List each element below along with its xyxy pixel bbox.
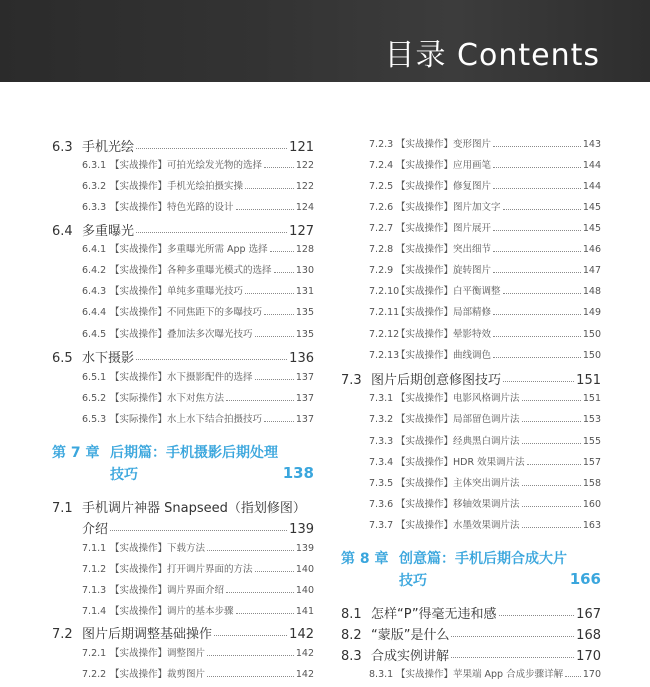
page-number: 143 xyxy=(582,139,601,150)
dot-leader xyxy=(214,635,287,636)
subsection-title: 【实战操作】单纯多重曝光技巧 xyxy=(110,286,244,297)
subsection-number: 7.2.12 xyxy=(369,329,400,340)
subsection-number: 7.2.11 xyxy=(369,307,400,318)
dot-leader xyxy=(493,336,581,337)
toc-subsection[interactable] xyxy=(52,326,314,340)
page-number: 147 xyxy=(582,265,601,276)
subsection-number: 7.1.4 xyxy=(82,606,107,617)
chapter-title: 创意篇：手机后期合成大片 xyxy=(399,551,567,567)
subsection-title: 【实战操作】晕影特效 xyxy=(396,329,492,340)
subsection-title: 【实战操作】图片展开 xyxy=(396,223,492,234)
chapter-number: 第 8 章 xyxy=(341,551,389,567)
subsection-number: 7.1.1 xyxy=(82,543,107,554)
chapter-title-line2: 技巧 xyxy=(110,467,138,483)
subsection-title: 【实战操作】调整图片 xyxy=(110,648,206,659)
subsection-number: 7.3.7 xyxy=(369,520,394,531)
subsection-title: 【实战操作】应用画笔 xyxy=(396,160,492,171)
subsection-number: 6.5.1 xyxy=(82,372,107,383)
dot-leader xyxy=(255,379,294,380)
page-number: 144 xyxy=(582,181,601,192)
toc-subsection[interactable] xyxy=(52,561,314,575)
subsection-title: 【实战操作】裁剪图片 xyxy=(110,669,206,680)
dot-leader xyxy=(226,592,294,593)
page-number: 145 xyxy=(582,202,601,213)
subsection-title: 【实战操作】变形图片 xyxy=(396,139,492,150)
toc-subsection[interactable] xyxy=(52,411,314,425)
page-number: 146 xyxy=(582,244,601,255)
dot-leader xyxy=(255,336,294,337)
page-number: 157 xyxy=(582,457,601,468)
toc-subsection[interactable] xyxy=(341,496,601,510)
toc-subsection[interactable] xyxy=(52,390,314,404)
dot-leader xyxy=(245,293,294,294)
dot-leader xyxy=(264,167,294,168)
subsection-number: 6.4.4 xyxy=(82,307,107,318)
page-number: 140 xyxy=(295,564,314,575)
dot-leader xyxy=(522,421,581,422)
dot-leader xyxy=(522,527,581,528)
page-number: 149 xyxy=(582,307,601,318)
page-number: 150 xyxy=(582,350,601,361)
subsection-number: 7.2.8 xyxy=(369,244,394,255)
dot-leader xyxy=(493,272,581,273)
toc-subsection[interactable] xyxy=(341,433,601,447)
toc-section-continued[interactable] xyxy=(52,518,314,537)
dot-leader xyxy=(565,676,581,677)
toc-subsection[interactable] xyxy=(52,645,314,659)
page-number: 145 xyxy=(582,223,601,234)
dot-leader xyxy=(493,188,581,189)
dot-leader xyxy=(236,209,294,210)
subsection-title: 【实战操作】电影风格调片法 xyxy=(396,393,520,404)
toc-subsection[interactable] xyxy=(52,369,314,383)
page-number: 160 xyxy=(582,499,601,510)
toc-section[interactable] xyxy=(341,624,601,643)
section-title: 手机调片神器 Snapseed（指划修图） xyxy=(82,501,306,516)
subsection-title: 【实战操作】特色光路的设计 xyxy=(110,202,234,213)
dot-leader xyxy=(264,314,294,315)
page-number: 151 xyxy=(582,393,601,404)
toc-subsection[interactable] xyxy=(52,304,314,318)
chapter-title: 后期篇：手机摄影后期处理 xyxy=(110,445,278,461)
subsection-number: 7.2.10 xyxy=(369,286,400,297)
subsection-title: 【实战操作】调片界面介绍 xyxy=(110,585,225,596)
section-title: 多重曝光 xyxy=(82,224,135,239)
dot-leader xyxy=(527,464,581,465)
page-header xyxy=(0,0,650,82)
subsection-title: 【实战操作】多重曝光所需 App 选择 xyxy=(110,244,268,255)
subsection-title: 【实战操作】苹果端 App 合成步骤详解 xyxy=(396,669,564,680)
page-number: 128 xyxy=(295,244,314,255)
subsection-title: 【实战操作】可拍光绘发光物的选择 xyxy=(110,160,263,171)
page-number: 150 xyxy=(582,329,601,340)
subsection-title: 【实战操作】叠加法多次曝光技巧 xyxy=(110,329,253,340)
toc-subsection[interactable] xyxy=(341,241,601,255)
dot-leader xyxy=(136,359,287,360)
toc-subsection[interactable] xyxy=(52,178,314,192)
subsection-number: 6.4.5 xyxy=(82,329,107,340)
section-title: “蒙版”是什么 xyxy=(371,628,450,643)
toc-subsection[interactable] xyxy=(341,475,601,489)
toc-subsection[interactable] xyxy=(52,157,314,171)
dot-leader xyxy=(493,230,581,231)
toc-subsection[interactable] xyxy=(52,262,314,276)
page-number: 137 xyxy=(295,393,314,404)
subsection-number: 7.2.7 xyxy=(369,223,394,234)
page-number: 122 xyxy=(295,160,314,171)
page-number: 153 xyxy=(582,414,601,425)
section-title: 水下摄影 xyxy=(82,351,135,366)
dot-leader xyxy=(493,167,581,168)
dot-leader xyxy=(270,251,294,252)
toc-subsection[interactable] xyxy=(52,199,314,213)
toc-subsection[interactable] xyxy=(52,283,314,297)
chapter-heading[interactable] xyxy=(52,442,314,462)
subsection-title: 【实战操作】调片的基本步骤 xyxy=(110,606,234,617)
toc-subsection[interactable] xyxy=(341,347,601,361)
section-title: 怎样“P”得毫无违和感 xyxy=(371,607,497,622)
chapter-page-number: 166 xyxy=(569,570,601,588)
subsection-number: 6.4.3 xyxy=(82,286,107,297)
subsection-title: 【实战操作】水下摄影配件的选择 xyxy=(110,372,253,383)
subsection-number: 6.3.1 xyxy=(82,160,107,171)
section-title: 合成实例讲解 xyxy=(371,649,450,664)
dot-leader xyxy=(503,381,574,382)
toc-subsection[interactable] xyxy=(341,157,601,171)
subsection-title: 【实战操作】手机光绘拍摄实操 xyxy=(110,181,244,192)
subsection-number: 7.2.6 xyxy=(369,202,394,213)
dot-leader xyxy=(493,251,581,252)
toc-subsection[interactable] xyxy=(341,517,601,531)
subsection-title: 【实战操作】水墨效果调片法 xyxy=(396,520,520,531)
subsection-title: 【实战操作】HDR 效果调片法 xyxy=(396,457,525,468)
toc-subsection[interactable] xyxy=(341,262,601,276)
toc-section[interactable] xyxy=(52,497,314,516)
toc-subsection[interactable] xyxy=(341,454,601,468)
page-number: 170 xyxy=(576,649,601,664)
page-number: 139 xyxy=(295,543,314,554)
dot-leader xyxy=(136,232,287,233)
chapter-page-number: 138 xyxy=(282,464,314,482)
subsection-number: 7.3.2 xyxy=(369,414,394,425)
toc-subsection[interactable] xyxy=(52,241,314,255)
subsection-number: 7.2.5 xyxy=(369,181,394,192)
section-number: 7.3 xyxy=(341,373,362,388)
page-number: 135 xyxy=(295,307,314,318)
dot-leader xyxy=(503,209,581,210)
subsection-title: 【实战操作】曲线调色 xyxy=(396,350,492,361)
toc-section[interactable] xyxy=(52,623,314,642)
subsection-title: 【实际操作】水下对焦方法 xyxy=(110,393,225,404)
page-number: 137 xyxy=(295,414,314,425)
toc-subsection[interactable] xyxy=(52,582,314,596)
toc-subsection[interactable] xyxy=(341,390,601,404)
section-number: 7.1 xyxy=(52,501,73,516)
subsection-number: 6.5.2 xyxy=(82,393,107,404)
subsection-title: 【实战操作】主体突出调片法 xyxy=(396,478,520,489)
subsection-title: 【实战操作】经典黑白调片法 xyxy=(396,436,520,447)
toc-subsection[interactable] xyxy=(341,283,601,297)
dot-leader xyxy=(499,615,575,616)
page-number: 148 xyxy=(582,286,601,297)
toc-section[interactable] xyxy=(52,136,314,155)
dot-leader xyxy=(451,636,574,637)
dot-leader xyxy=(207,550,294,551)
subsection-number: 8.3.1 xyxy=(369,669,394,680)
subsection-title: 【实战操作】修复图片 xyxy=(396,181,492,192)
page-number: 167 xyxy=(576,607,601,622)
subsection-title: 【实战操作】旋转图片 xyxy=(396,265,492,276)
subsection-number: 6.4.2 xyxy=(82,265,107,276)
subsection-number: 7.3.3 xyxy=(369,436,394,447)
section-title: 图片后期创意修图技巧 xyxy=(371,373,502,388)
subsection-title: 【实战操作】移轴效果调片法 xyxy=(396,499,520,510)
subsection-title: 【实战操作】图片加文字 xyxy=(396,202,501,213)
subsection-number: 7.2.4 xyxy=(369,160,394,171)
toc-subsection[interactable] xyxy=(341,199,601,213)
dot-leader xyxy=(110,530,287,531)
page-number: 137 xyxy=(295,372,314,383)
toc-subsection[interactable] xyxy=(341,666,601,680)
section-number: 8.2 xyxy=(341,628,362,643)
section-number: 7.2 xyxy=(52,627,73,642)
toc-section[interactable] xyxy=(341,369,601,388)
section-number: 6.3 xyxy=(52,140,73,155)
dot-leader xyxy=(207,676,294,677)
toc-section[interactable] xyxy=(52,347,314,366)
subsection-title: 【实战操作】突出细节 xyxy=(396,244,492,255)
section-number: 8.1 xyxy=(341,607,362,622)
subsection-number: 7.2.3 xyxy=(369,139,394,150)
subsection-number: 7.2.13 xyxy=(369,350,400,361)
page-number: 151 xyxy=(576,373,601,388)
dot-leader xyxy=(451,657,574,658)
page-number: 130 xyxy=(295,265,314,276)
section-number: 8.3 xyxy=(341,649,362,664)
dot-leader xyxy=(493,314,581,315)
page-number: 142 xyxy=(295,669,314,680)
toc-section[interactable] xyxy=(341,645,601,664)
toc-subsection[interactable] xyxy=(52,603,314,617)
section-number: 6.5 xyxy=(52,351,73,366)
page-number: 140 xyxy=(295,585,314,596)
page-number: 131 xyxy=(295,286,314,297)
dot-leader xyxy=(493,146,581,147)
subsection-title: 【实际操作】水上水下结合拍摄技巧 xyxy=(110,414,263,425)
subsection-number: 7.1.2 xyxy=(82,564,107,575)
section-title: 手机光绘 xyxy=(82,140,135,155)
chapter-number: 第 7 章 xyxy=(52,445,100,461)
subsection-number: 6.5.3 xyxy=(82,414,107,425)
page-number: 155 xyxy=(582,436,601,447)
page-number: 158 xyxy=(582,478,601,489)
subsection-number: 7.3.6 xyxy=(369,499,394,510)
dot-leader xyxy=(136,148,287,149)
subsection-title: 【实战操作】下载方法 xyxy=(110,543,206,554)
section-title-continued: 介绍 xyxy=(82,522,109,537)
dot-leader xyxy=(493,357,581,358)
subsection-title: 【实战操作】打开调片界面的方法 xyxy=(110,564,253,575)
subsection-number: 7.3.4 xyxy=(369,457,394,468)
subsection-number: 7.2.9 xyxy=(369,265,394,276)
dot-leader xyxy=(255,571,294,572)
dot-leader xyxy=(522,400,581,401)
header-title: 目录 Contents xyxy=(384,38,600,73)
subsection-number: 7.3.5 xyxy=(369,478,394,489)
toc-subsection[interactable] xyxy=(52,540,314,554)
subsection-title: 【实战操作】局部留色调片法 xyxy=(396,414,520,425)
page-number: 144 xyxy=(582,160,601,171)
toc-subsection[interactable] xyxy=(341,411,601,425)
dot-leader xyxy=(226,400,294,401)
subsection-number: 6.4.1 xyxy=(82,244,107,255)
dot-leader xyxy=(522,485,581,486)
chapter-heading[interactable] xyxy=(341,548,601,568)
dot-leader xyxy=(503,293,581,294)
page-number: 135 xyxy=(295,329,314,340)
dot-leader xyxy=(522,443,581,444)
toc-subsection[interactable] xyxy=(52,666,314,680)
chapter-heading-continued[interactable] xyxy=(52,464,314,484)
page-number: 142 xyxy=(289,627,314,642)
subsection-title: 【实战操作】各种多重曝光模式的选择 xyxy=(110,265,272,276)
page-number: 121 xyxy=(289,140,314,155)
subsection-number: 6.3.2 xyxy=(82,181,107,192)
subsection-number: 6.3.3 xyxy=(82,202,107,213)
toc-section[interactable] xyxy=(341,603,601,622)
chapter-heading-continued[interactable] xyxy=(341,570,601,590)
dot-leader xyxy=(264,421,294,422)
subsection-title: 【实战操作】白平衡调整 xyxy=(396,286,501,297)
dot-leader xyxy=(207,655,294,656)
page-number: 163 xyxy=(582,520,601,531)
toc-subsection[interactable] xyxy=(341,178,601,192)
page-number: 127 xyxy=(289,224,314,239)
subsection-number: 7.2.2 xyxy=(82,669,107,680)
page-number: 141 xyxy=(295,606,314,617)
subsection-title: 【实战操作】不同焦距下的多曝技巧 xyxy=(110,307,263,318)
subsection-number: 7.2.1 xyxy=(82,648,107,659)
chapter-title-line2: 技巧 xyxy=(399,573,427,589)
subsection-number: 7.1.3 xyxy=(82,585,107,596)
page-number: 142 xyxy=(295,648,314,659)
toc-section[interactable] xyxy=(52,220,314,239)
page-number: 124 xyxy=(295,202,314,213)
dot-leader xyxy=(522,506,581,507)
dot-leader xyxy=(245,188,294,189)
toc-subsection[interactable] xyxy=(341,136,601,150)
page-number: 122 xyxy=(295,181,314,192)
toc-subsection[interactable] xyxy=(341,220,601,234)
page-number: 170 xyxy=(582,669,601,680)
subsection-title: 【实战操作】局部精修 xyxy=(396,307,492,318)
page-number: 139 xyxy=(289,522,314,537)
toc-subsection[interactable] xyxy=(341,304,601,318)
page-number: 136 xyxy=(289,351,314,366)
page-number: 168 xyxy=(576,628,601,643)
subsection-number: 7.3.1 xyxy=(369,393,394,404)
dot-leader xyxy=(236,613,294,614)
dot-leader xyxy=(274,272,294,273)
section-title: 图片后期调整基础操作 xyxy=(82,627,213,642)
toc-subsection[interactable] xyxy=(341,326,601,340)
section-number: 6.4 xyxy=(52,224,73,239)
